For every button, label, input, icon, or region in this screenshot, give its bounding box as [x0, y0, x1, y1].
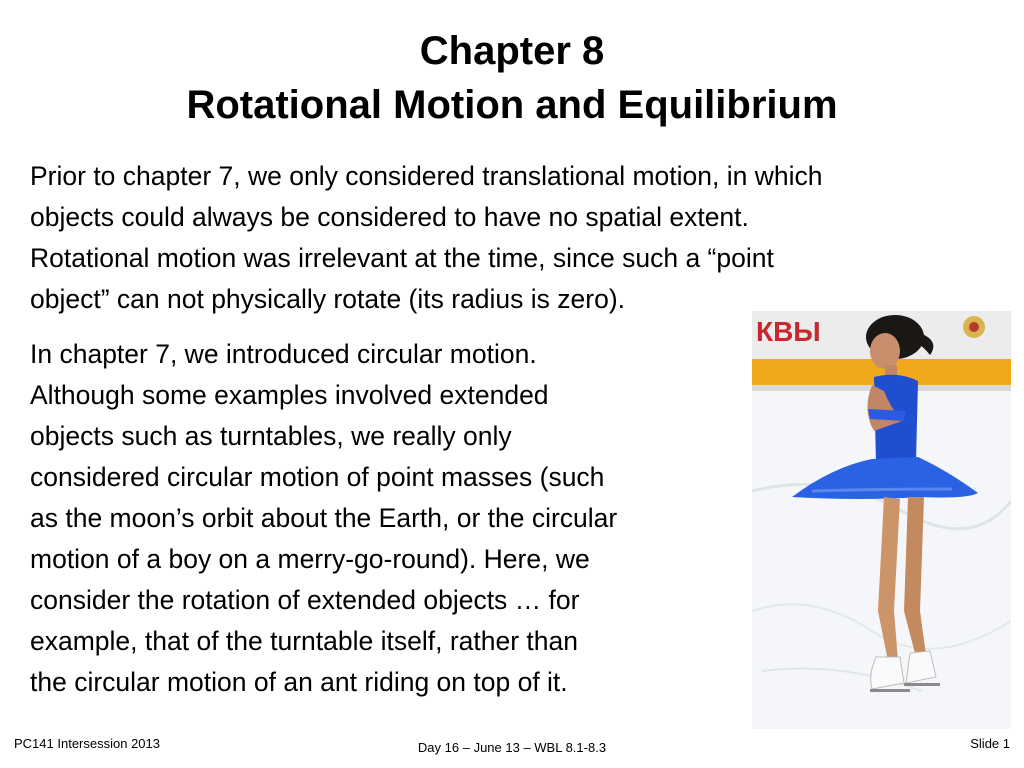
figure-skater-photo [752, 311, 1011, 729]
body-line: motion of a boy on a merry-go-round). Here, we [30, 544, 590, 574]
intro-line: Rotational motion was irrelevant at the time, since such a “point [30, 243, 774, 273]
circular-motion-paragraph [30, 334, 730, 703]
intro-line: Prior to chapter 7, we only considered translational motion, in which [30, 161, 823, 191]
intro-paragraph [30, 156, 1005, 320]
figure-skater-illustration [752, 311, 1011, 729]
body-line: the circular motion of an ant riding on top of it. [30, 667, 568, 697]
skate-boot [906, 651, 936, 683]
slide-title [0, 24, 1024, 132]
body-line: In chapter 7, we introduced circular motion. [30, 339, 537, 369]
skater-face [870, 333, 900, 369]
body-line: objects such as turntables, we really only [30, 421, 512, 451]
banner-text: КВЫ [756, 316, 821, 347]
footer-day: Day 16 – June 13 – WBL 8.1-8.3 [417, 740, 607, 755]
body-line: Although some examples involved extended [30, 380, 549, 410]
body-line: as the moon’s orbit about the Earth, or the circular [30, 503, 618, 533]
footer-slide-number: Slide 1 [970, 736, 1010, 751]
title-topic: Rotational Motion and Equilibrium [186, 83, 838, 127]
skate-blade [870, 689, 910, 692]
title-chapter: Chapter 8 [419, 29, 605, 73]
skate-blade [904, 683, 940, 686]
body-line: consider the rotation of extended objects … for [30, 585, 580, 615]
body-line: considered circular motion of point masses (such [30, 462, 605, 492]
skate-boot [871, 657, 904, 689]
footer-course: PC141 Intersession 2013 [14, 736, 160, 751]
intro-line: object” can not physically rotate (its radius is zero). [30, 284, 626, 314]
intro-line: objects could always be considered to have no spatial extent. [30, 202, 749, 232]
body-line: example, that of the turntable itself, rather than [30, 626, 578, 656]
